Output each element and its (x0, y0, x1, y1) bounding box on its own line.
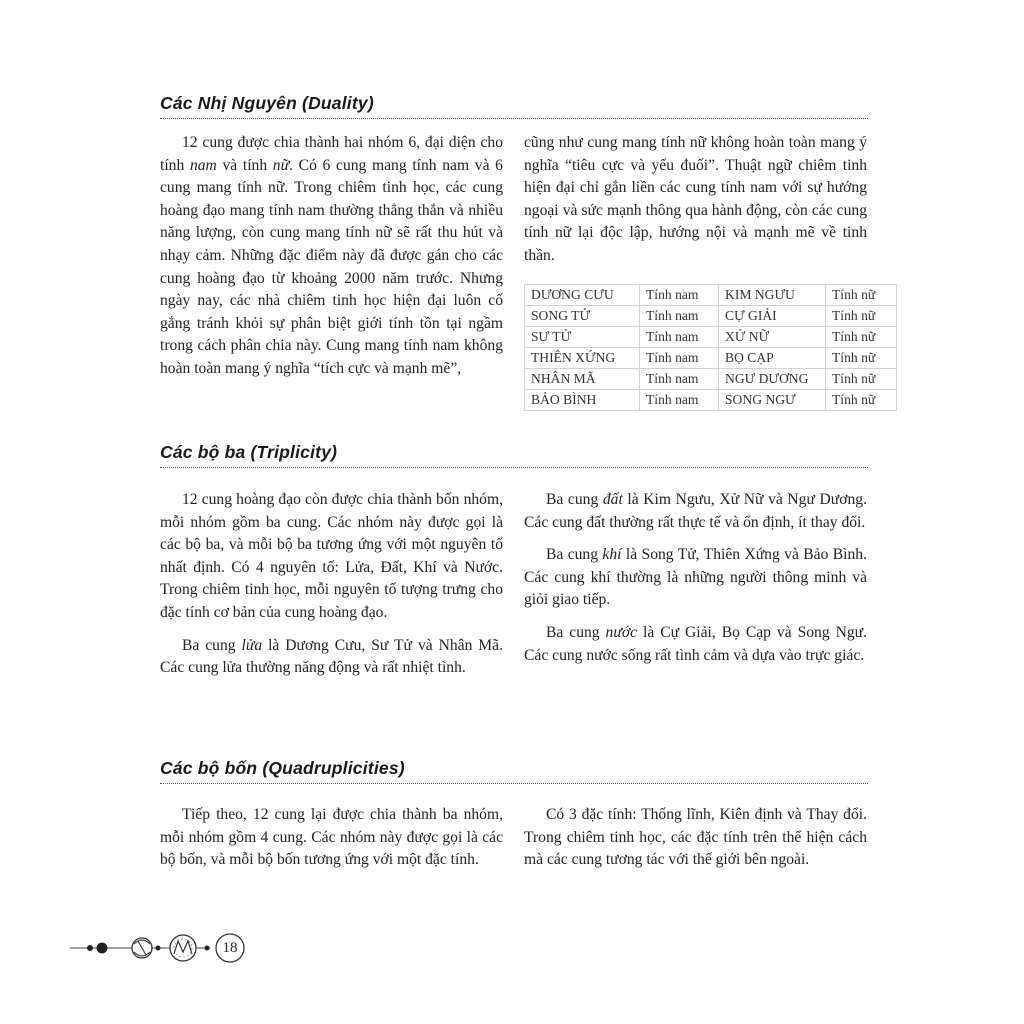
triplicity-right-column (524, 489, 867, 677)
text-run: là Cự Giải, Bọ Cạp và Song Ngư. Các cung nước sống rất tình cảm và dựa vào trực giác. (524, 623, 867, 664)
gender-cell: Tính nữ (826, 390, 897, 411)
sign-name-cell: NGƯ DƯƠNG (719, 369, 826, 390)
section-title-duality: Các Nhị Nguyên (Duality) (160, 93, 868, 119)
sign-name-cell: BẢO BÌNH (525, 390, 640, 411)
sign-name-cell: SONG TỬ (525, 306, 640, 327)
sign-name-cell: DƯƠNG CƯU (525, 285, 640, 306)
gender-cell: Tính nam (640, 306, 719, 327)
emphasis-lua: lửa (241, 636, 263, 654)
duality-right-column (524, 132, 867, 278)
water-signs-paragraph (524, 622, 867, 667)
text-run: Ba cung (182, 636, 242, 654)
duality-left-column (160, 132, 503, 391)
quadruplicities-right-column (524, 804, 867, 882)
table-row (525, 285, 897, 306)
gender-cell: Tính nữ (826, 369, 897, 390)
table-row (525, 348, 897, 369)
quadruplicities-right-paragraph: Có 3 đặc tính: Thống lĩnh, Kiên định và Thay đổi. Trong chiêm tinh học, các đặc tính trên thể hiện cách mà các cung tương tác với thế giới bên ngoài. (524, 806, 867, 869)
text-run: là Kim Ngưu, Xử Nữ và Ngư Dương. Các cung đất thường rất thực tế và ổn định, ít thay đổi. (524, 491, 867, 531)
emphasis-khi: khí (602, 546, 622, 564)
table-row (525, 369, 897, 390)
quadruplicities-left-column (160, 804, 503, 882)
gender-cell: Tính nam (640, 348, 719, 369)
text-run: 12 cung được chia thành hai nhóm 6, đại diện cho tính (160, 134, 503, 174)
gender-cell: Tính nam (640, 327, 719, 348)
text-run: Ba cung (546, 623, 606, 641)
emphasis-nu: nữ (272, 156, 290, 174)
text-run: là Dương Cưu, Sư Tử và Nhân Mã. Các cung lửa thường năng động và rất nhiệt tình. (160, 636, 503, 677)
sign-name-cell: NHÂN MÃ (525, 369, 640, 390)
text-run: Ba cung (546, 491, 603, 508)
gender-cell: Tính nữ (826, 285, 897, 306)
sign-name-cell: CỰ GIẢI (719, 306, 826, 327)
text-run: là Song Tử, Thiên Xứng và Bảo Bình. Các cung khí thường là những người thông minh và giỏi giao tiếp. (524, 546, 867, 609)
gender-cell: Tính nữ (826, 306, 897, 327)
gender-signs-table-body (525, 285, 897, 411)
text-run: Ba cung (546, 546, 603, 564)
page-footer (70, 930, 260, 966)
gender-cell: Tính nam (640, 390, 719, 411)
section-title-triplicity: Các bộ ba (Triplicity) (160, 442, 868, 468)
sign-name-cell: XỬ NỮ (719, 327, 826, 348)
triplicity-intro-paragraph: 12 cung hoàng đạo còn được chia thành bốn nhóm, mỗi nhóm gồm ba cung. Các nhóm này được gọi là các bộ ba, và mỗi bộ ba tương ứng với một nguyên tố nhất định. Có 4 nguyên tố: Lửa, Đất, Khí và Nước. Trong chiêm tinh học, mỗi nguyên tố tượng trưng cho đặc tính cơ bản của cung hoàng đạo. (160, 491, 503, 621)
sign-name-cell: SONG NGƯ (719, 390, 826, 411)
section-title-quadruplicities: Các bộ bốn (Quadruplicities) (160, 758, 868, 784)
emphasis-nuoc: nước (605, 623, 638, 641)
gender-cell: Tính nam (640, 369, 719, 390)
sign-name-cell: SƯ TỬ (525, 327, 640, 348)
gender-cell: Tính nữ (826, 327, 897, 348)
gender-cell: Tính nữ (826, 348, 897, 369)
earth-signs-paragraph (524, 489, 867, 534)
duality-left-paragraph (160, 132, 503, 381)
table-row (525, 327, 897, 348)
text-run: . Có 6 cung mang tính nam và 6 cung mang tính nữ. Trong chiêm tinh học, các cung hoàng đạo mang tính nam thường thẳng thắn và nhiều năng lượng, còn cung mang tính nữ sẽ rất thu hút và nhạy cảm. Những đặc điểm này đã được gán cho các cung hoàng đạo từ khoảng 2000 năm trước. Nhưng ngày nay, các nhà chiêm tinh học hiện đại luôn cố gắng tránh khỏi sự phân biệt giới tính tồn tại ngầm trong cách phân chia này. Cung mang tính nam không hoàn toàn mang ý nghĩa “tích cực và mạnh mẽ”, (160, 156, 503, 377)
emphasis-dat: đất (602, 491, 623, 508)
text-run: và tính (216, 156, 273, 174)
table-row (525, 390, 897, 411)
sign-name-cell: KIM NGƯU (719, 285, 826, 306)
duality-right-paragraph: cũng như cung mang tính nữ không hoàn toàn mang ý nghĩa “tiêu cực và yếu đuối”. Thuật ngữ chiêm tinh hiện đại chỉ gắn liền các cung tính nam với sự hướng ngoại và sức mạnh thông qua hành động, còn các cung tính nữ lại độc lập, hướng nội và mạnh mẽ về tinh thần. (524, 134, 867, 264)
gender-cell: Tính nam (640, 285, 719, 306)
sign-name-cell: BỌ CẠP (719, 348, 826, 369)
fire-signs-paragraph (160, 635, 503, 680)
emphasis-nam: nam (189, 156, 217, 174)
gender-signs-table (524, 284, 897, 411)
page-number: 18 (222, 940, 238, 956)
triplicity-left-column (160, 489, 503, 690)
table-row (525, 306, 897, 327)
sign-name-cell: THIÊN XỨNG (525, 348, 640, 369)
quadruplicities-left-paragraph: Tiếp theo, 12 cung lại được chia thành ba nhóm, mỗi nhóm gồm 4 cung. Các nhóm này được gọi là các bộ bốn, và mỗi bộ bốn tương ứng với một đặc tính. (160, 806, 503, 869)
air-signs-paragraph (524, 544, 867, 612)
